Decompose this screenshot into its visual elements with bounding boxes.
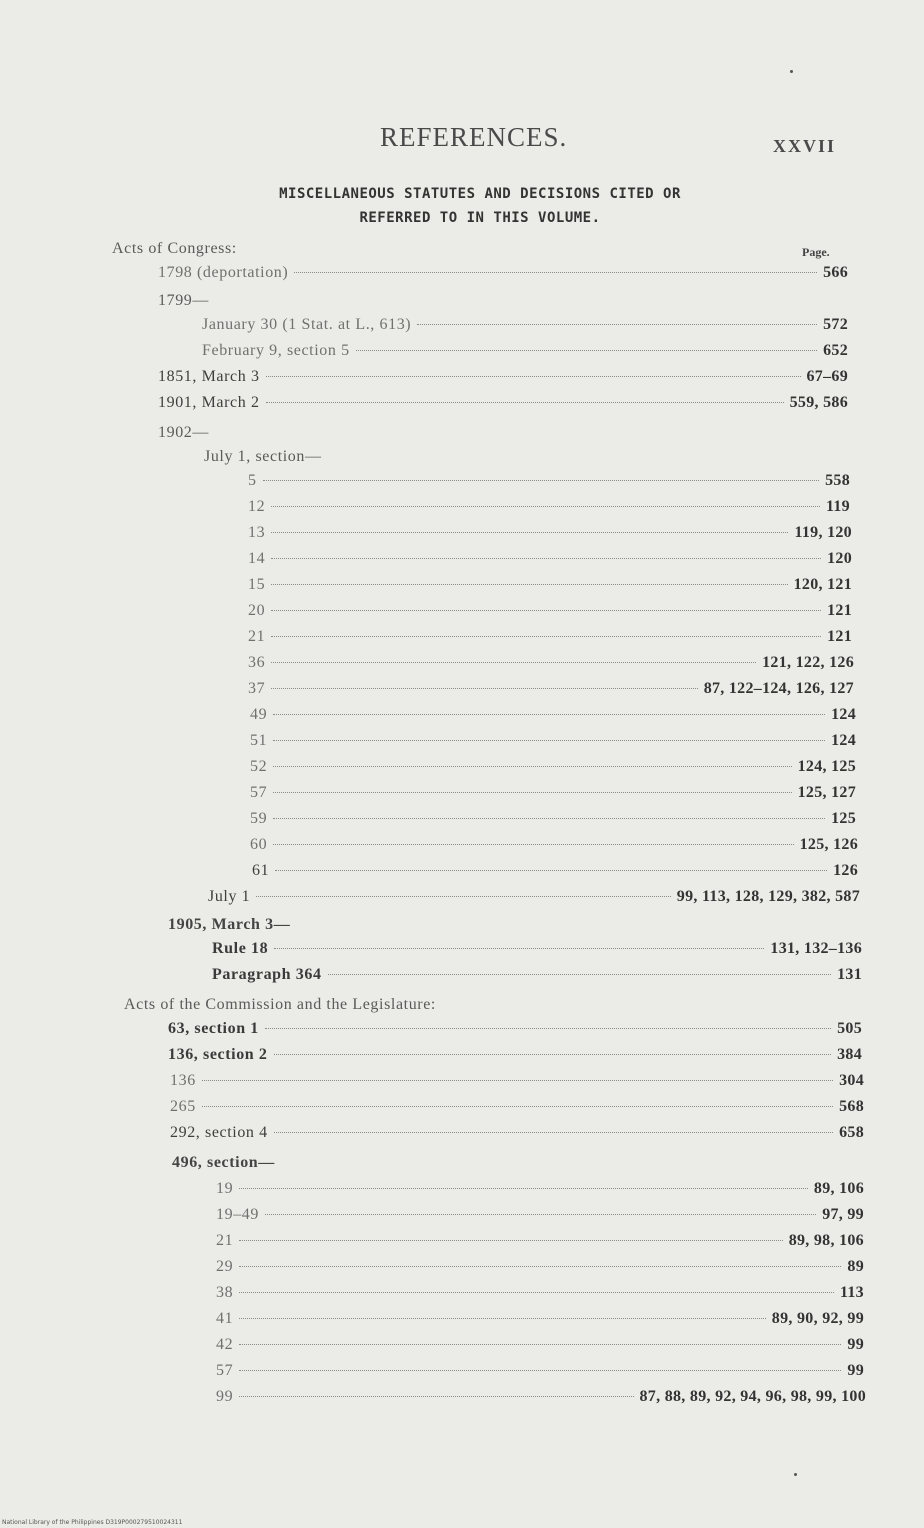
index-entry [212, 966, 862, 988]
entry-pages: 119 [825, 498, 850, 515]
dot-leader [294, 272, 817, 273]
index-entry [158, 394, 848, 416]
entry-label: 14 [248, 550, 266, 567]
entry-label: 52 [250, 758, 268, 775]
index-entry [250, 784, 856, 806]
dot-leader [239, 1240, 782, 1241]
entry-label: 265 [170, 1098, 196, 1115]
entry-pages: 131, 132–136 [770, 940, 862, 957]
entry-pages: 87, 122–124, 126, 127 [703, 680, 854, 697]
index-entry [250, 706, 856, 728]
dot-leader [273, 818, 825, 819]
entry-pages: 131 [837, 966, 862, 983]
group-july1-section: July 1, section— [204, 448, 322, 465]
index-entry [168, 1046, 862, 1068]
entry-pages: 126 [833, 862, 858, 879]
entry-pages: 89, 106 [813, 1180, 864, 1197]
dot-leader [275, 870, 827, 871]
dot-leader [328, 974, 832, 975]
entry-label: 41 [216, 1310, 234, 1327]
index-entry [248, 602, 852, 624]
dot-leader [239, 1344, 841, 1345]
index-entry [170, 1072, 864, 1094]
entry-pages: 572 [823, 316, 848, 333]
entry-label: 99 [216, 1388, 234, 1405]
dot-leader [273, 844, 793, 845]
entry-pages: 125, 127 [797, 784, 856, 801]
scan-speck [790, 70, 793, 73]
dot-leader [273, 792, 791, 793]
entry-label: 49 [250, 706, 268, 723]
group-1799: 1799— [158, 292, 209, 309]
entry-pages: 121, 122, 126 [762, 654, 854, 671]
dot-leader [239, 1292, 834, 1293]
entry-pages: 67–69 [806, 368, 848, 385]
entry-pages: 89, 90, 92, 99 [771, 1310, 864, 1327]
entry-pages: 120 [827, 550, 852, 567]
dot-leader [271, 610, 821, 611]
dot-leader [271, 558, 821, 559]
entry-label: 37 [248, 680, 266, 697]
index-entry [248, 680, 854, 702]
dot-leader [274, 948, 764, 949]
group-acts-of-congress: Acts of Congress: [112, 240, 237, 257]
entry-pages: 125 [831, 810, 856, 827]
dot-leader [271, 636, 821, 637]
entry-label: 12 [248, 498, 266, 515]
dot-leader [273, 714, 825, 715]
dot-leader [271, 532, 788, 533]
index-entry [250, 732, 856, 754]
entry-pages: 125, 126 [799, 836, 858, 853]
entry-label: 29 [216, 1258, 234, 1275]
index-entry [216, 1310, 864, 1332]
page-number: XXVII [773, 136, 837, 156]
entry-pages: 99 [847, 1362, 864, 1379]
index-entry [158, 264, 848, 286]
index-entry [252, 862, 858, 884]
section-heading-line2: REFERRED TO IN THIS VOLUME. [359, 210, 601, 226]
entry-label: 60 [250, 836, 268, 853]
index-entry [248, 576, 852, 598]
entry-label: 19 [216, 1180, 234, 1197]
entry-pages: 121 [827, 602, 852, 619]
entry-pages: 568 [839, 1098, 864, 1115]
entry-pages: 121 [827, 628, 852, 645]
entry-pages: 384 [837, 1046, 862, 1063]
entry-pages: 87, 88, 89, 92, 94, 96, 98, 99, 100 [639, 1388, 866, 1405]
dot-leader [273, 766, 791, 767]
dot-leader [271, 688, 697, 689]
entry-pages: 558 [825, 472, 850, 489]
entry-pages: 99, 113, 128, 129, 382, 587 [676, 888, 860, 905]
entry-label: 15 [248, 576, 266, 593]
section-heading-line1: MISCELLANEOUS STATUTES AND DECISIONS CITED OR [279, 186, 681, 202]
index-entry [216, 1232, 864, 1254]
index-entry [248, 628, 852, 650]
dot-leader [356, 350, 817, 351]
dot-leader [239, 1318, 766, 1319]
dot-leader [239, 1188, 808, 1189]
entry-label: 38 [216, 1284, 234, 1301]
dot-leader [266, 376, 801, 377]
scan-speck [794, 1473, 797, 1476]
page-column-label: Page. [802, 245, 830, 259]
dot-leader [417, 324, 817, 325]
entry-label: 13 [248, 524, 266, 541]
entry-pages: 505 [837, 1020, 862, 1037]
entry-label: 20 [248, 602, 266, 619]
index-entry [212, 940, 862, 962]
dot-leader [273, 740, 825, 741]
index-entry [216, 1258, 864, 1280]
entry-label: January 30 (1 Stat. at L., 613) [202, 316, 412, 333]
index-entry [250, 836, 858, 858]
dot-leader [274, 1132, 833, 1133]
entry-pages: 124 [831, 706, 856, 723]
dot-leader [256, 896, 671, 897]
dot-leader [263, 480, 819, 481]
entry-label: 36 [248, 654, 266, 671]
dot-leader [266, 402, 784, 403]
index-entry [208, 888, 860, 910]
entry-label: 292, section 4 [170, 1124, 268, 1141]
entry-pages: 559, 586 [789, 394, 848, 411]
group-acts-commission: Acts of the Commission and the Legislature: [124, 996, 436, 1013]
entry-label: 57 [216, 1362, 234, 1379]
entry-label: Rule 18 [212, 940, 269, 957]
entry-label: July 1 [208, 888, 251, 905]
entry-label: 59 [250, 810, 268, 827]
entry-label: 1901, March 2 [158, 394, 260, 411]
entry-label: 61 [252, 862, 270, 879]
entry-pages: 89, 98, 106 [788, 1232, 864, 1249]
index-entry [216, 1336, 864, 1358]
entry-label: 5 [248, 472, 257, 489]
group-act-496: 496, section— [172, 1154, 275, 1171]
dot-leader [265, 1214, 816, 1215]
entry-pages: 119, 120 [794, 524, 852, 541]
scan-footer: National Library of the Philippines D319P000279510024311 [2, 1519, 183, 1526]
entry-label: 57 [250, 784, 268, 801]
dot-leader [271, 584, 787, 585]
entry-pages: 304 [839, 1072, 864, 1089]
dot-leader [271, 662, 756, 663]
entry-pages: 124, 125 [797, 758, 856, 775]
entry-label: 136 [170, 1072, 196, 1089]
index-entry [248, 654, 854, 676]
entry-label: 21 [248, 628, 266, 645]
entry-label: 51 [250, 732, 268, 749]
group-1905: 1905, March 3— [168, 916, 291, 933]
index-entry [170, 1124, 864, 1146]
dot-leader [202, 1080, 833, 1081]
entry-pages: 99 [847, 1336, 864, 1353]
index-entry [216, 1206, 864, 1228]
index-entry [248, 472, 850, 494]
entry-pages: 652 [823, 342, 848, 359]
dot-leader [265, 1028, 831, 1029]
entry-pages: 124 [831, 732, 856, 749]
dot-leader [271, 506, 820, 507]
entry-label: February 9, section 5 [202, 342, 350, 359]
index-entry [216, 1388, 866, 1410]
entry-label: Paragraph 364 [212, 966, 322, 983]
entry-label: 1798 (deportation) [158, 264, 289, 281]
index-entry [216, 1180, 864, 1202]
index-entry [250, 758, 856, 780]
index-entry [158, 368, 848, 390]
dot-leader [239, 1370, 841, 1371]
dot-leader [202, 1106, 833, 1107]
dot-leader [239, 1266, 841, 1267]
index-entry [168, 1020, 862, 1042]
entry-label: 63, section 1 [168, 1020, 259, 1037]
running-head-title: REFERENCES. [380, 122, 568, 152]
entry-label: 136, section 2 [168, 1046, 268, 1063]
entry-label: 19–49 [216, 1206, 259, 1223]
entry-pages: 89 [847, 1258, 864, 1275]
index-entry [216, 1284, 864, 1306]
dot-leader [274, 1054, 832, 1055]
entry-label: 21 [216, 1232, 234, 1249]
entry-pages: 658 [839, 1124, 864, 1141]
index-entry [248, 498, 850, 520]
index-entry [248, 524, 852, 546]
group-1902: 1902— [158, 424, 209, 441]
index-entry [216, 1362, 864, 1384]
index-entry [250, 810, 856, 832]
entry-pages: 566 [823, 264, 848, 281]
entry-label: 42 [216, 1336, 234, 1353]
entry-pages: 97, 99 [822, 1206, 864, 1223]
entry-pages: 120, 121 [793, 576, 852, 593]
entry-pages: 113 [839, 1284, 864, 1301]
entry-label: 1851, March 3 [158, 368, 260, 385]
index-entry [202, 342, 848, 364]
dot-leader [239, 1396, 633, 1397]
index-entry [170, 1098, 864, 1120]
index-entry [202, 316, 848, 338]
index-entry [248, 550, 852, 572]
